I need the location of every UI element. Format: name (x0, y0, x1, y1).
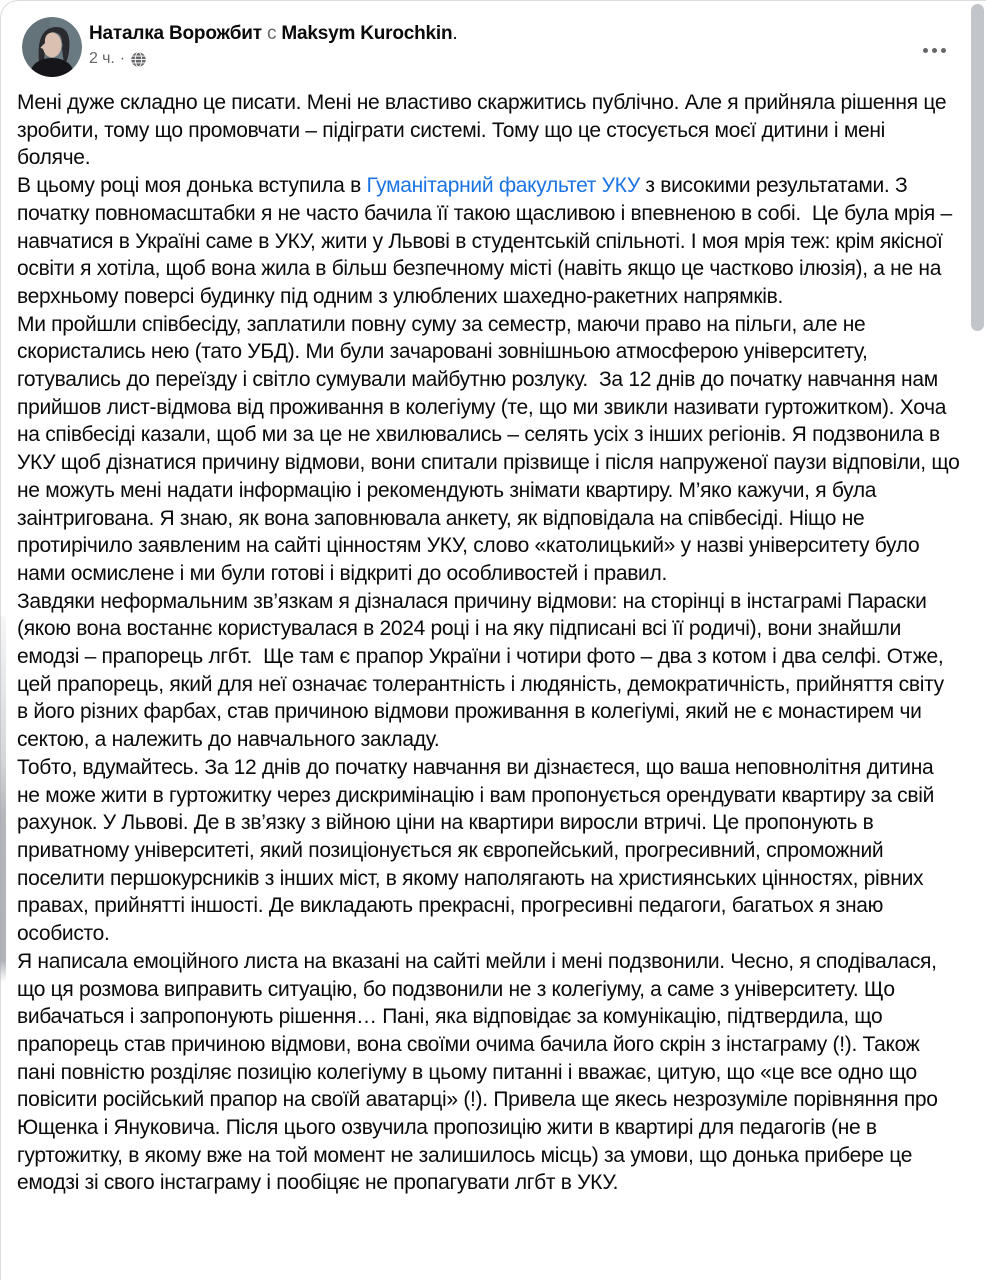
byline-period: . (452, 23, 458, 44)
post-header (22, 17, 962, 81)
post-text: Я написала емоційного листа на вказані на сайті мейли і мені подзвонили. Чесно, я сподівалася, що ця розмова виправить ситуацію, бо подзвонили не з колегіуму, а саме з університету. Що вибачаться і запропонують рішення… Пані, яка відповідає за комунікацію, підтвердила, що прапорець став причиною відмови, вона своїми очима бачила його скрін з інстаграму (!). Також пані повністю розділяє позицію колегіуму в цьому питанні і вважає, цитую, що «це все одно що повісити російський прапор на своїй аватарці» (!). Привела ще якесь незрозуміле порівняння про Ющенка і Януковича. Після цього озвучила пропозицію жити в квартирі для педагогів (не в гуртожитку, в якому вже на той момент не залишилось місць) за умови, що донька прибере це емодзі зі свого інстаграму і пообіцяє не пропагувати лгбт в УКУ. (17, 949, 944, 1195)
post-text: Ми пройшли співбесіду, заплатили повну суму за семестр, маючи право на пільги, але не скористались нею (тато УБД). Ми були зачаровані зовнішньою атмосферою університету, готувались до переїзду і світло сумували майбутню розлуку. За 12 днів до початку навчання нам прийшов лист-відмова від проживання в колегіуму (те, що ми звикли називати гуртожитком). Хоча на співбесіді казали, щоб ми за це не хвилювались – селять усіх з інших регіонів. Я подзвонила в УКУ щоб дізнатися причину відмови, вони спитали прізвище і після напруженої паузи відповіли, що не можуть мені надати інформацію і рекомендують знімати квартиру. М’яко кажучи, я була заінтригована. Я знаю, як вона заповнювала анкету, як відповідала на співбесіді. Ніщо не протирічило заявленим на сайті цінностям УКУ, слово «католицький» у назві університету було нами осмислене і ми були готові і відкриті до особливостей і правил. (17, 312, 966, 585)
ellipsis-icon (923, 48, 946, 53)
tagged-person-name[interactable]: Maksym Kurochkin (281, 23, 453, 44)
post-text: з високими результатами. З початку повномасштабки я не часто бачила її такою щасливою і впевненою в собі. Це була мрія – навчатися в Україні саме в УКУ, жити у Львові в студентській спільноті. І моя мрія теж: крім якісної освіти я хотіла, щоб вона жила в більш безпечному місті (навіть якщо це частково ілюзія), а не на верхньому поверсі будинку під одним з улюблених шахедно-ракетних напрямків. (17, 174, 958, 308)
post-timestamp[interactable]: 2 ч. (89, 50, 115, 67)
post-paragraph (17, 172, 960, 311)
left-scroll-indicator (0, 616, 6, 982)
author-name[interactable]: Наталка Ворожбит (89, 23, 262, 44)
profile-photo-icon (22, 17, 82, 77)
globe-icon (130, 51, 147, 68)
post-paragraph (17, 311, 966, 588)
post-meta (89, 50, 892, 68)
post-paragraph (17, 754, 960, 948)
header-text (89, 22, 892, 68)
scrollbar-thumb[interactable] (971, 4, 984, 331)
post-paragraph (17, 588, 960, 754)
with-connector: с (266, 23, 277, 44)
post-text: Тобто, вдумайтесь. За 12 днів до початку навчання ви дізнаєтеся, що ваша неповнолітня дитина не може жити в гуртожитку через дискримінацію і вам пропонується орендувати квартиру за свій рахунок. У Львові. Де в зв’язку з війною ціни на квартири виросли втричі. Це пропонують в приватному університеті, який позиціонується як європейський, прогресивний, спроможний поселити першокурсників з інших міст, в якому наполягають на християнських цінностях, рівних правах, прийнятті іншості. Де викладають прекрасні, прогресивні педагоги, багатьох я знаю особисто. (17, 755, 940, 946)
post-byline (89, 22, 892, 46)
post-body (17, 89, 966, 1197)
meta-separator: · (119, 50, 125, 67)
post-paragraph (17, 948, 960, 1197)
post-text: Мені дуже складно це писати. Мені не властиво скаржитись публічно. Але я прийняла рішення це зробити, тому що промовчати – підіграти системі. Тому що це стосується моєї дитини і мені боляче. (17, 91, 952, 170)
post-text: В цьому році моя донька вступила в (17, 174, 367, 198)
uku-faculty-link[interactable]: Гуманітарний факультет УКУ (366, 174, 640, 198)
post-text: Завдяки неформальним зв’язкам я дізналася причину відмови: на сторінці в інстаграмі Параски (якою вона востаннє користувалася в 2024 році і на яку підписані всі її родичі), вони знайшли емодзі – прапорець лгбт. Ще там є прапор України і чотири фото – два з котом і два селфі. Отже, цей прапорець, який для неї означає толерантність і людяність, демократичність, прийняття світу в його різних фарбах, став причиною відмови проживання в колегіумі, який не є монастирем чи сектою, а належить до навчального закладу. (17, 589, 950, 752)
author-avatar[interactable] (22, 17, 82, 77)
post-paragraph (17, 89, 960, 172)
post-menu-button[interactable] (914, 35, 954, 65)
